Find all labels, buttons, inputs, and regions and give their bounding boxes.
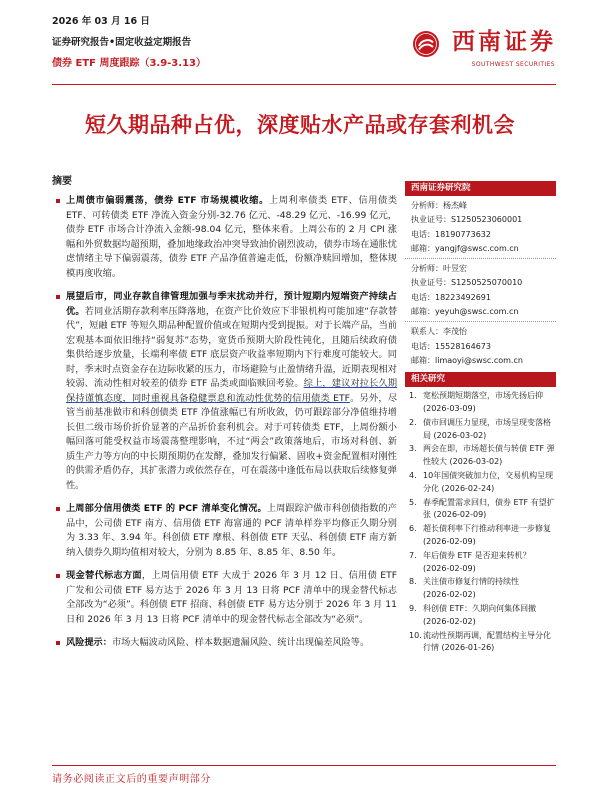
contact-value: 15528164673 [435, 341, 491, 351]
bullet-marker [56, 507, 60, 511]
footer-disclaimer: 请务必阅读正文后的重要声明部分 [52, 774, 211, 785]
bullet-marker [56, 295, 60, 299]
report-title: 短久期品种占优，深度贴水产品或存套利机会 [85, 112, 515, 137]
summary-section [52, 175, 397, 660]
related-title: 债市回调压力显现，市场呈现变落格局 [423, 417, 551, 440]
summary-bullet [52, 502, 397, 560]
institute-heading: 西南证券研究院 [405, 181, 556, 196]
bullet-marker [56, 641, 60, 645]
bullet-text-after: 。另外，尽管当前基准做市和科创债类 ETF 净值涨幅已有所收敛，仍可跟踪部分净值维持增长但二级市场价折价显著的产品折价套利机会。对于可转债类 ETF，上周份额小幅回落可能受权益市场震荡整理影响，不过“两会”政策落地后，市场对科创、新质生产力等方向的中长期预期仍在发酵，叠加发行偏紧、固收+资金配置相对刚性的供需矛盾仍存，其扩张潜力或依然存在，可在震荡中逢低布局以获取后续修复弹性。 [66, 392, 398, 491]
summary-bullet [52, 636, 397, 651]
bullet-lead: 展望后市，同业存款自律管理加强与季末扰动并行，预计短期内短端资产持续占优。 [66, 291, 397, 317]
contact-value: yangjf@swsc.com.cn [435, 243, 519, 253]
related-number: 3. [409, 444, 417, 454]
related-number: 8. [409, 577, 417, 587]
contact-row [411, 213, 556, 227]
contact-person [405, 322, 556, 370]
summary-bullet [52, 290, 397, 493]
related-date: (2026-02-09) [423, 537, 476, 547]
related-research-list [405, 390, 556, 655]
contact-label: 联系人： [411, 327, 443, 337]
related-research-item [405, 603, 556, 629]
bullet-lead: 上周债市偏弱震荡，债券 ETF 市场规模收缩。 [66, 195, 269, 206]
related-research-item [405, 576, 556, 602]
related-title: 10年国债突破加力位，交易机构呈现分化 [423, 471, 554, 493]
related-number: 9. [409, 604, 417, 614]
related-number: 2. [409, 417, 417, 427]
contact-label: 分析师： [411, 264, 443, 274]
logo-name-en: SOUTHWEST SECURITIES [471, 61, 555, 68]
logo-name-cn: 西南证券 [452, 28, 556, 55]
related-date: (2026-02-02) [423, 616, 476, 626]
related-date: (2026-02-02) [423, 590, 476, 600]
related-date: (2026-03-09) [423, 404, 476, 414]
related-research-item [405, 497, 556, 523]
contact-label: 电话： [411, 229, 435, 239]
contact-value: S1250525070010 [451, 278, 523, 288]
contact-label: 执业证号： [411, 215, 451, 225]
related-research-item [405, 443, 556, 469]
bullet-text: 上周跟踪沪做市科创债指数的产品中，公司债 ETF 南方、信用债 ETF 海富通的 PCF 清单样券平均修正久期分别为 3.33 年、3.94 年。科创债 ETF 摩根、科创债 ETF 天弘、科创债 ETF 南方新纳入债券久期均值相对较大，分别为 8.85 年、8.85 年、8.50 年。 [66, 503, 397, 558]
related-number: 10. [409, 630, 422, 640]
contact-value: S1250523060001 [451, 215, 523, 225]
bullet-underlined-text: 综上，建议对拉长久期保持谨慎态度，同时重视具备稳健票息和流动性优势的信用债类 ETF [66, 378, 398, 404]
contact-label: 执业证号： [411, 278, 451, 288]
related-number: 5. [409, 497, 417, 507]
related-number: 1. [409, 391, 417, 401]
report-type: 证券研究报告•固定收益定期报告 [52, 37, 192, 48]
related-number: 7. [409, 550, 417, 560]
related-research-item [405, 417, 556, 443]
sidebar [405, 181, 556, 656]
contact-label: 邮箱： [411, 355, 435, 365]
related-research-item [405, 470, 556, 496]
contact-label: 分析师： [411, 201, 443, 210]
related-title: 超长债利率下行推动利率进一步修复 [423, 524, 551, 534]
related-research-item [405, 390, 556, 416]
analyst-contact [405, 259, 556, 322]
contact-label: 邮箱： [411, 307, 435, 317]
footer-divider [52, 765, 556, 766]
contact-value: 杨杰峰 [443, 201, 467, 210]
related-research-heading: 相关研究 [405, 372, 556, 387]
contact-row [411, 262, 556, 276]
report-date: 2026 年 03 月 16 日 [52, 16, 150, 27]
contact-row [411, 340, 556, 354]
summary-bullet [52, 569, 397, 627]
contact-value: limaoyi@swsc.com.cn [435, 355, 523, 365]
contact-value: 李茂怡 [443, 327, 467, 337]
bullet-marker [56, 199, 60, 203]
company-emblem-icon [412, 30, 440, 58]
related-number: 6. [409, 524, 417, 534]
related-date: (2026-02-09) [423, 563, 476, 573]
contact-row [411, 228, 556, 242]
bullet-text: 上周利率债类 ETF、信用债类 ETF、可转债类 ETF 净流入资金分别-32.76 亿元、-48.29 亿元、-16.99 亿元，债券 ETF 市场合计净流入金额-98.04 亿元，整体来看。上周公布的 2 月 CPI 涨幅和外贸数据均超预期，叠加地缘政治冲突导致油价剧烈波动，债券市场在通胀忧虑情绪主导下偏弱震荡，债券 ETF 产品净值普遍走低，份额净赎回增加，整体规模再度收缩。 [66, 195, 398, 279]
bullet-text: ，上周信用债 ETF 大成于 2026 年 3 月 12 日、信用债 ETF 广发和公司债 ETF 易方达于 2026 年 3 月 13 日将 PCF 清单中的现金替代标志全部改为“必须”。科创债 ETF 招商、科创债 ETF 易方达分别于 2026 年 3 月 11 日和 2026 年 3 月 13 日将 PCF 清单中的现金替代标志全部改为“必须”。 [66, 570, 398, 625]
contact-row [411, 291, 556, 305]
contact-label: 电话： [411, 341, 435, 351]
related-title: 科创债 ETF：久期向何集体回撤 [423, 604, 537, 614]
related-title: 流动性预期再调，配置结构主导分化行情 [423, 630, 551, 653]
header-divider [52, 84, 556, 85]
related-date: (2026-01-26) [441, 643, 495, 653]
related-title: 年后债券 ETF 是否迎来转机？ [423, 550, 531, 560]
related-research-item [405, 630, 556, 656]
contact-value: 18223492691 [435, 292, 491, 302]
bullet-lead: 现金替代标志方面 [66, 570, 142, 581]
contact-value: 18190773632 [435, 229, 491, 239]
related-title: 春季配置需求回归，债券 ETF 有望扩张 [423, 497, 555, 520]
contact-row [411, 325, 556, 339]
contact-label: 电话： [411, 292, 435, 302]
contact-row [411, 242, 556, 256]
company-logo [410, 26, 556, 74]
summary-bullet [52, 194, 397, 281]
contact-label: 邮箱： [411, 243, 435, 253]
contact-value: yeyuh@swsc.com.cn [435, 307, 519, 317]
contact-row [411, 199, 556, 213]
contact-row [411, 305, 556, 319]
related-number: 4. [409, 471, 417, 481]
report-series: 债券 ETF 周度跟踪（3.9-3.13） [52, 58, 206, 69]
related-date: (2026-03-02) [433, 430, 487, 440]
bullet-lead: 上周部分信用债类 ETF 的 PCF 清单变化情况。 [66, 503, 267, 514]
related-date: (2026-03-02) [449, 457, 503, 467]
bullet-lead: 风险提示： [66, 637, 112, 648]
bullet-marker [56, 574, 60, 578]
related-title: 宽松预期短期落空，市场先扬后抑 [423, 391, 543, 401]
related-date: (2026-02-09) [433, 510, 487, 520]
related-research-item [405, 523, 556, 549]
bullet-text: 若同业活期存款利率压降落地，在资产比价效应下非银机构可能加速“存款替代”，短融 ETF 等短久期品种配置价值或在短期内受到提振。对于长端产品，当前宏观基本面依旧维持“弱复苏”态势，宽货币预期大阶段性钝化，且随后续政府债集供给逐步放量，长端利率债 ETF 底层资产收益率短期内下行难度可能较大。同时，季末时点资金存在边际收紧的压力，市场避险与止盈情绪升温，近期表现相对较弱、流动性相对较差的债券 ETF 品类或面临赎回考验。 [66, 305, 398, 389]
contact-value: 叶昱宏 [443, 264, 467, 274]
related-title: 两会在即，市场超长债与转债 ETF 弹性较大 [423, 444, 555, 467]
related-date: (2026-02-24) [441, 483, 495, 493]
contact-row [411, 354, 556, 368]
analyst-contact [405, 196, 556, 259]
related-title: 关注债市修复行情的持续性 [423, 577, 519, 587]
contact-row [411, 276, 556, 290]
related-research-item [405, 550, 556, 576]
bullet-text: 市场大幅波动风险、样本数据遗漏风险、统计出现偏差风险等。 [111, 637, 370, 648]
summary-heading: 摘要 [52, 176, 72, 187]
